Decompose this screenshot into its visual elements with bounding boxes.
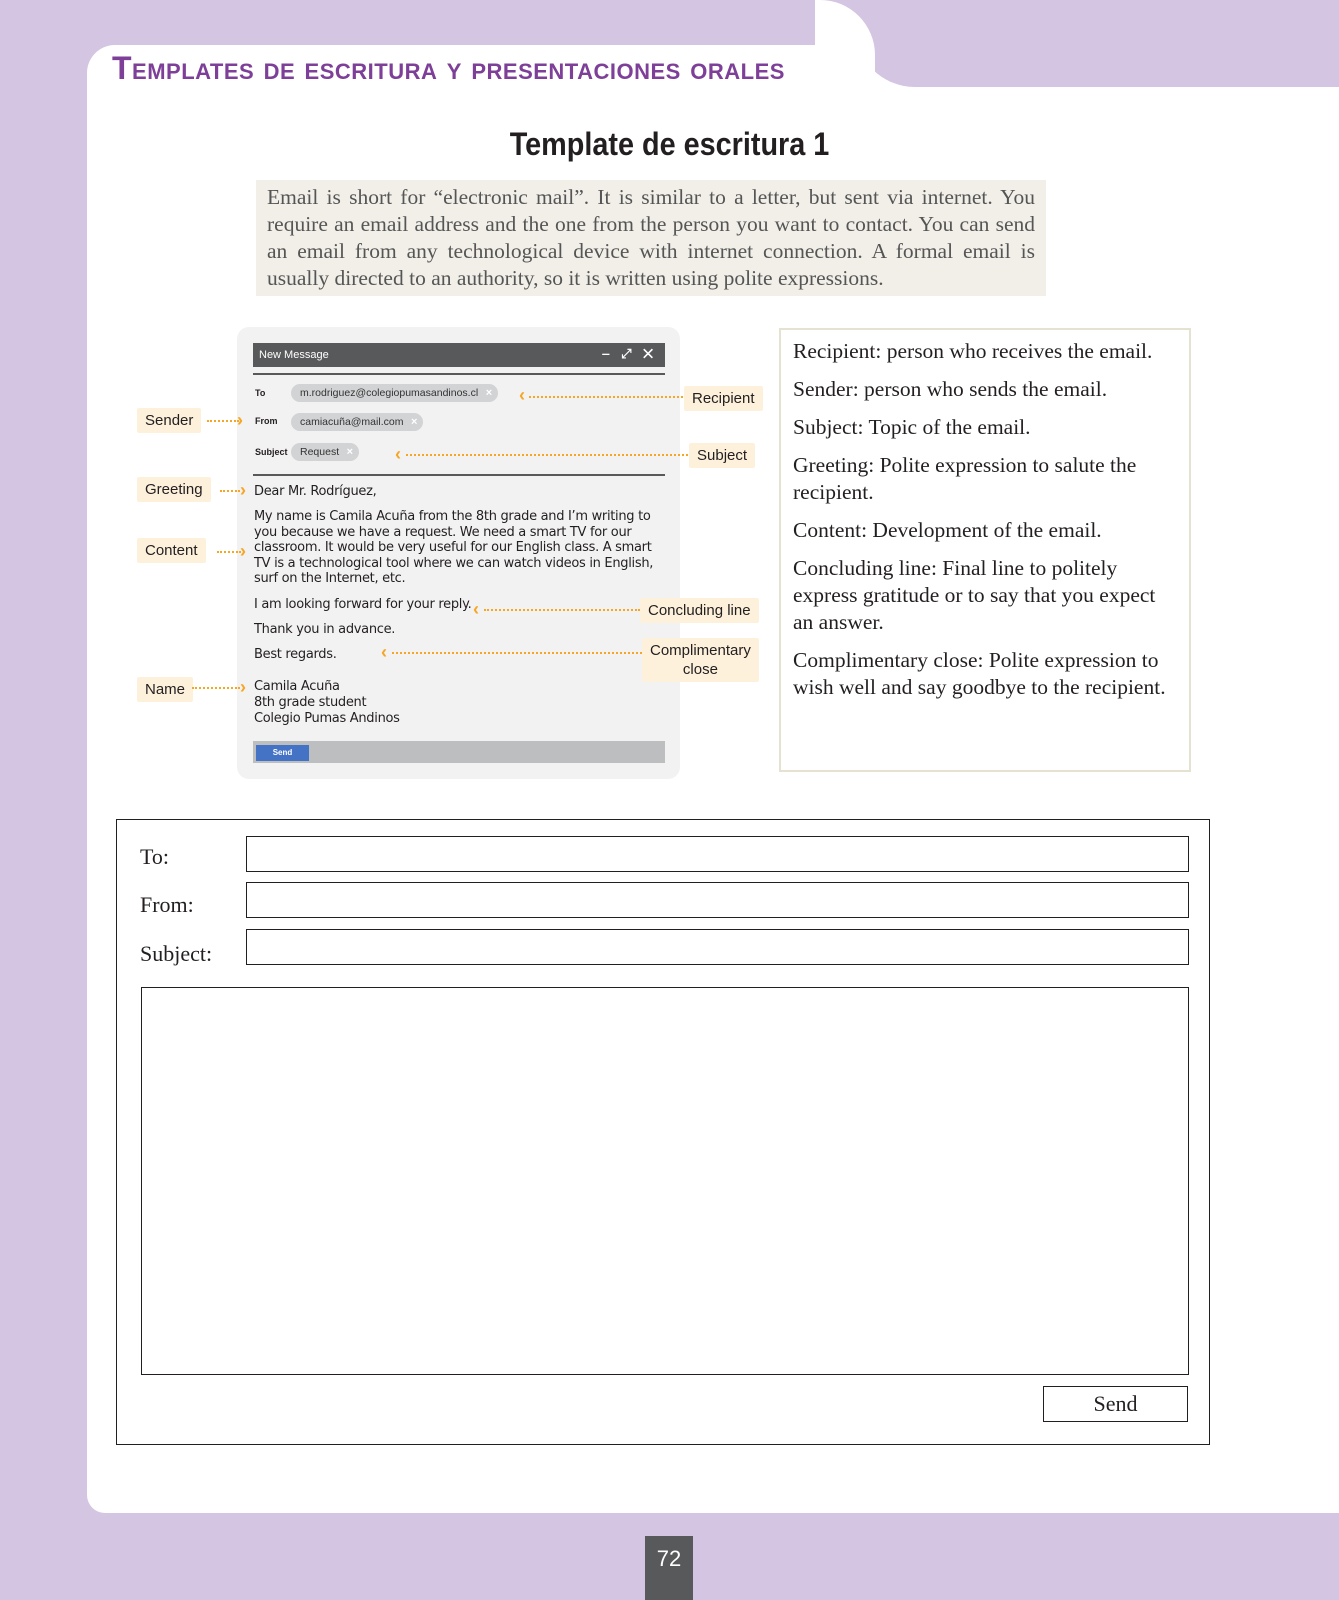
definitions-box xyxy=(779,328,1191,772)
tag-name: Name xyxy=(137,677,193,702)
tag-sender: Sender xyxy=(137,408,201,433)
pointer-line xyxy=(529,396,683,398)
intro-paragraph: Email is short for “electronic mail”. It is similar to a letter, but sent via internet. You require an email address and the one from the person you want to contact. You can send an email from any technological device with internet connection. A formal email is usually directed to an authority, so it is written using polite expressions. xyxy=(256,180,1046,296)
arrow-left-icon: ‹ xyxy=(395,444,401,464)
subject-label: Subject xyxy=(255,447,288,457)
tag-greeting: Greeting xyxy=(137,477,211,502)
pointer-line xyxy=(220,490,240,492)
email-form xyxy=(116,819,1210,1445)
email-content: My name is Camila Acuña from the 8th grade and I’m writing to you because we have a request. We need a smart TV for our classroom. It would be very useful for our English class. A smart TV is a technological tool where we can watch videos in English, surf on the Internet, etc. xyxy=(254,509,654,586)
tag-concluding-line: Concluding line xyxy=(640,598,759,623)
to-address: m.rodriguez@colegiopumasandinos.cl xyxy=(300,387,479,399)
tag-subject: Subject xyxy=(689,443,755,468)
definition-complimentary-close: Complimentary close: Polite expression to wish well and say goodbye to the recipient. xyxy=(793,648,1166,699)
header-tab-cut xyxy=(855,0,1339,87)
definition-sender: Sender: person who sends the email. xyxy=(793,377,1108,401)
window-controls-icon: ‒ ⤢ ✕ xyxy=(602,346,657,361)
to-label: To xyxy=(255,388,266,398)
tag-complimentary-close xyxy=(642,638,759,682)
pointer-line xyxy=(217,551,241,553)
arrow-left-icon: ‹ xyxy=(519,385,525,405)
email-complimentary-close: Best regards. xyxy=(254,647,337,662)
email-name-line: Colegio Pumas Andinos xyxy=(254,711,400,726)
header-divider xyxy=(253,373,665,375)
subject-value: Request xyxy=(300,446,340,458)
definition-concluding-line: Concluding line: Final line to politely express gratitude or to say that you expect an answer. xyxy=(793,556,1156,634)
document-title: Template de escritura 1 xyxy=(509,126,830,162)
remove-chip-icon: × xyxy=(411,416,418,428)
email-greeting: Dear Mr. Rodríguez, xyxy=(254,484,377,499)
pointer-line xyxy=(406,454,688,456)
email-concluding-line: I am looking forward for your reply. xyxy=(254,597,472,612)
tag-text: Complimentary xyxy=(650,642,751,659)
tag-recipient: Recipient xyxy=(684,386,763,411)
arrow-left-icon: ‹ xyxy=(473,599,479,619)
subject-input[interactable] xyxy=(246,929,1189,965)
definition-greeting: Greeting: Polite expression to salute the recipient. xyxy=(793,453,1137,504)
remove-chip-icon: × xyxy=(485,387,493,399)
pointer-line xyxy=(192,687,240,689)
remove-chip-icon: × xyxy=(346,446,354,458)
pointer-line xyxy=(484,609,640,611)
to-input[interactable] xyxy=(246,836,1189,872)
message-body-input[interactable] xyxy=(141,987,1189,1375)
email-name-line: 8th grade student xyxy=(254,695,367,710)
send-button[interactable]: Send xyxy=(1043,1386,1188,1422)
pointer-line xyxy=(392,652,642,654)
definition-content: Content: Development of the email. xyxy=(793,518,1102,542)
to-chip xyxy=(291,384,498,402)
arrow-right-icon: › xyxy=(240,480,246,500)
email-footer-bar xyxy=(253,741,665,763)
form-to-label: To: xyxy=(140,844,170,869)
pointer-line xyxy=(207,420,239,422)
arrow-left-icon: ‹ xyxy=(381,642,387,662)
tag-text: close xyxy=(682,661,718,678)
definition-recipient: Recipient: person who receives the email. xyxy=(793,339,1153,363)
sample-email-window xyxy=(237,327,680,779)
body-divider xyxy=(253,474,665,476)
from-input[interactable] xyxy=(246,882,1189,918)
tag-content: Content xyxy=(137,538,206,563)
sample-send-button: Send xyxy=(256,745,309,761)
arrow-right-icon: › xyxy=(240,541,246,561)
email-title-bar xyxy=(253,343,665,367)
arrow-right-icon: › xyxy=(240,677,246,697)
subject-chip xyxy=(291,443,359,461)
email-thanks: Thank you in advance. xyxy=(254,622,396,637)
form-subject-label: Subject: xyxy=(140,941,213,966)
email-window-title: New Message xyxy=(259,349,329,361)
section-title: Templates de escritura y presentaciones orales xyxy=(112,50,785,86)
page-number: 72 xyxy=(645,1536,693,1600)
form-from-label: From: xyxy=(140,892,194,917)
definition-subject: Subject: Topic of the email. xyxy=(793,415,1031,439)
from-chip xyxy=(291,413,423,431)
from-address: camiacuña@mail.com xyxy=(300,416,404,428)
arrow-right-icon: › xyxy=(237,410,243,430)
from-label: From xyxy=(255,416,278,426)
email-name-line: Camila Acuña xyxy=(254,679,340,694)
